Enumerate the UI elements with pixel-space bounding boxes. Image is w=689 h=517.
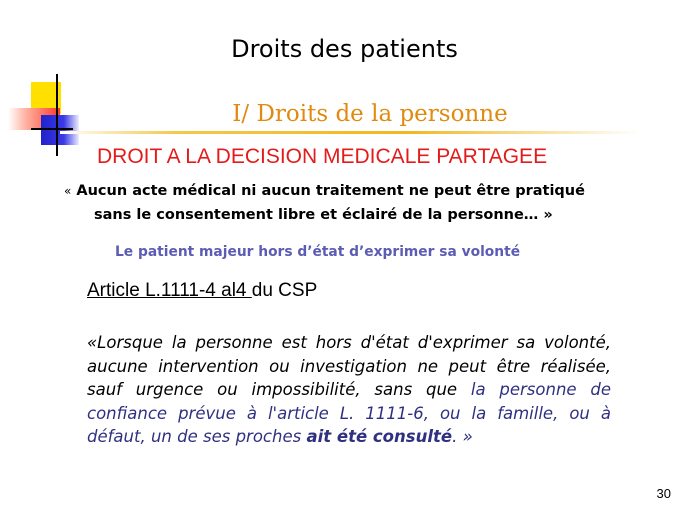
quote-line-1: Aucun acte médical ni aucun traitement ne peut être pratiqué — [71, 183, 585, 199]
article-reference — [87, 280, 317, 302]
subheading: Le patient majeur hors d’état d’exprimer sa volonté — [115, 244, 521, 260]
article-suffix: du CSP — [251, 280, 318, 301]
section-heading: DROIT A LA DECISION MEDICALE PARTAGEE — [97, 145, 548, 168]
quote-open-mark: « — [64, 184, 72, 198]
slide-title: Droits des patients — [231, 35, 458, 63]
article-text-part-3: ait été consulté — [306, 427, 453, 446]
article-number: Article L.1111-4 al4 — [87, 280, 252, 301]
article-text — [87, 331, 611, 449]
decorative-horizontal-line — [31, 128, 73, 130]
article-text-part-2: la personne de confiance prévue à l'article L. 1111-6, ou la famille, ou à défaut, un de ses proches — [87, 380, 611, 446]
slide-subtitle: I/ Droits de la personne — [232, 101, 508, 127]
article-text-part-4: . » — [452, 427, 473, 446]
page-number: 30 — [656, 486, 671, 501]
article-text-part-1: «Lorsque la personne est hors d'état d'exprimer sa volonté, aucune intervention ou investigation ne peut être réalisée, sauf urgence ou impossibilité, sans que — [87, 333, 611, 399]
quote-line-2: sans le consentement libre et éclairé de la personne… » — [94, 207, 553, 223]
consent-quote — [64, 179, 624, 227]
subtitle-underline — [60, 131, 640, 134]
